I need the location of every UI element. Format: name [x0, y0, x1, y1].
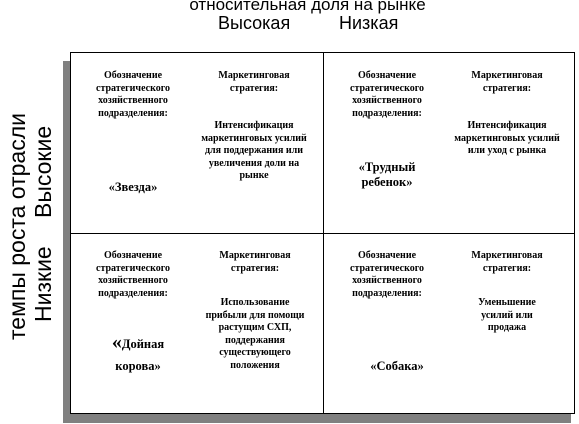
- problem-child-strategy: Интенсификация маркетинговых усилий или уход с рынка: [454, 120, 560, 156]
- x-axis-high-label: Высокая: [218, 13, 291, 33]
- y-axis-title: темпы роста отрасли: [4, 113, 30, 340]
- cash-cow-unit-name: [93, 331, 183, 377]
- cash-cow-strategy-label: Маркетинговая стратегия:: [219, 250, 291, 274]
- dog-unit-label: Обозначение стратегического хозяйственного подразделения:: [350, 250, 424, 299]
- problem-child-unit-label: Обозначение стратегического хозяйственного подразделения:: [350, 70, 424, 119]
- star-unit-name: «Звезда»: [108, 180, 158, 194]
- y-axis-high-label: Высокие: [30, 125, 56, 218]
- dog-strategy-label: Маркетинговая стратегия:: [471, 250, 543, 274]
- star-unit-label: Обозначение стратегического хозяйственного подразделения:: [96, 70, 170, 119]
- dog-strategy: Уменьшение усилий или продажа: [478, 297, 536, 333]
- matrix-horizontal-divider: [71, 233, 574, 234]
- cash-cow-unit-label: Обозначение стратегического хозяйственного подразделения:: [96, 250, 170, 299]
- x-axis-title: относительная доля на рынке: [189, 0, 426, 14]
- cash-cow-strategy: Использование прибыли для помощи растущим СХП, поддержания существующего положения: [205, 297, 305, 371]
- problem-child-unit-name: «Трудный ребенок»: [358, 160, 416, 189]
- dog-unit-name: «Собака»: [370, 359, 424, 373]
- star-strategy: Интенсификация маркетинговых усилий для поддержания или увеличения доли на рынке: [201, 120, 307, 181]
- bcg-matrix: [70, 52, 575, 414]
- cash-cow-quote: «: [111, 331, 122, 353]
- problem-child-strategy-label: Маркетинговая стратегия:: [471, 70, 543, 94]
- cash-cow-name-text: Дойная корова»: [115, 337, 165, 373]
- x-axis-low-label: Низкая: [339, 13, 399, 33]
- y-axis-low-label: Низкие: [30, 246, 56, 322]
- x-axis-categories: [0, 13, 579, 35]
- star-strategy-label: Маркетинговая стратегия:: [218, 70, 290, 94]
